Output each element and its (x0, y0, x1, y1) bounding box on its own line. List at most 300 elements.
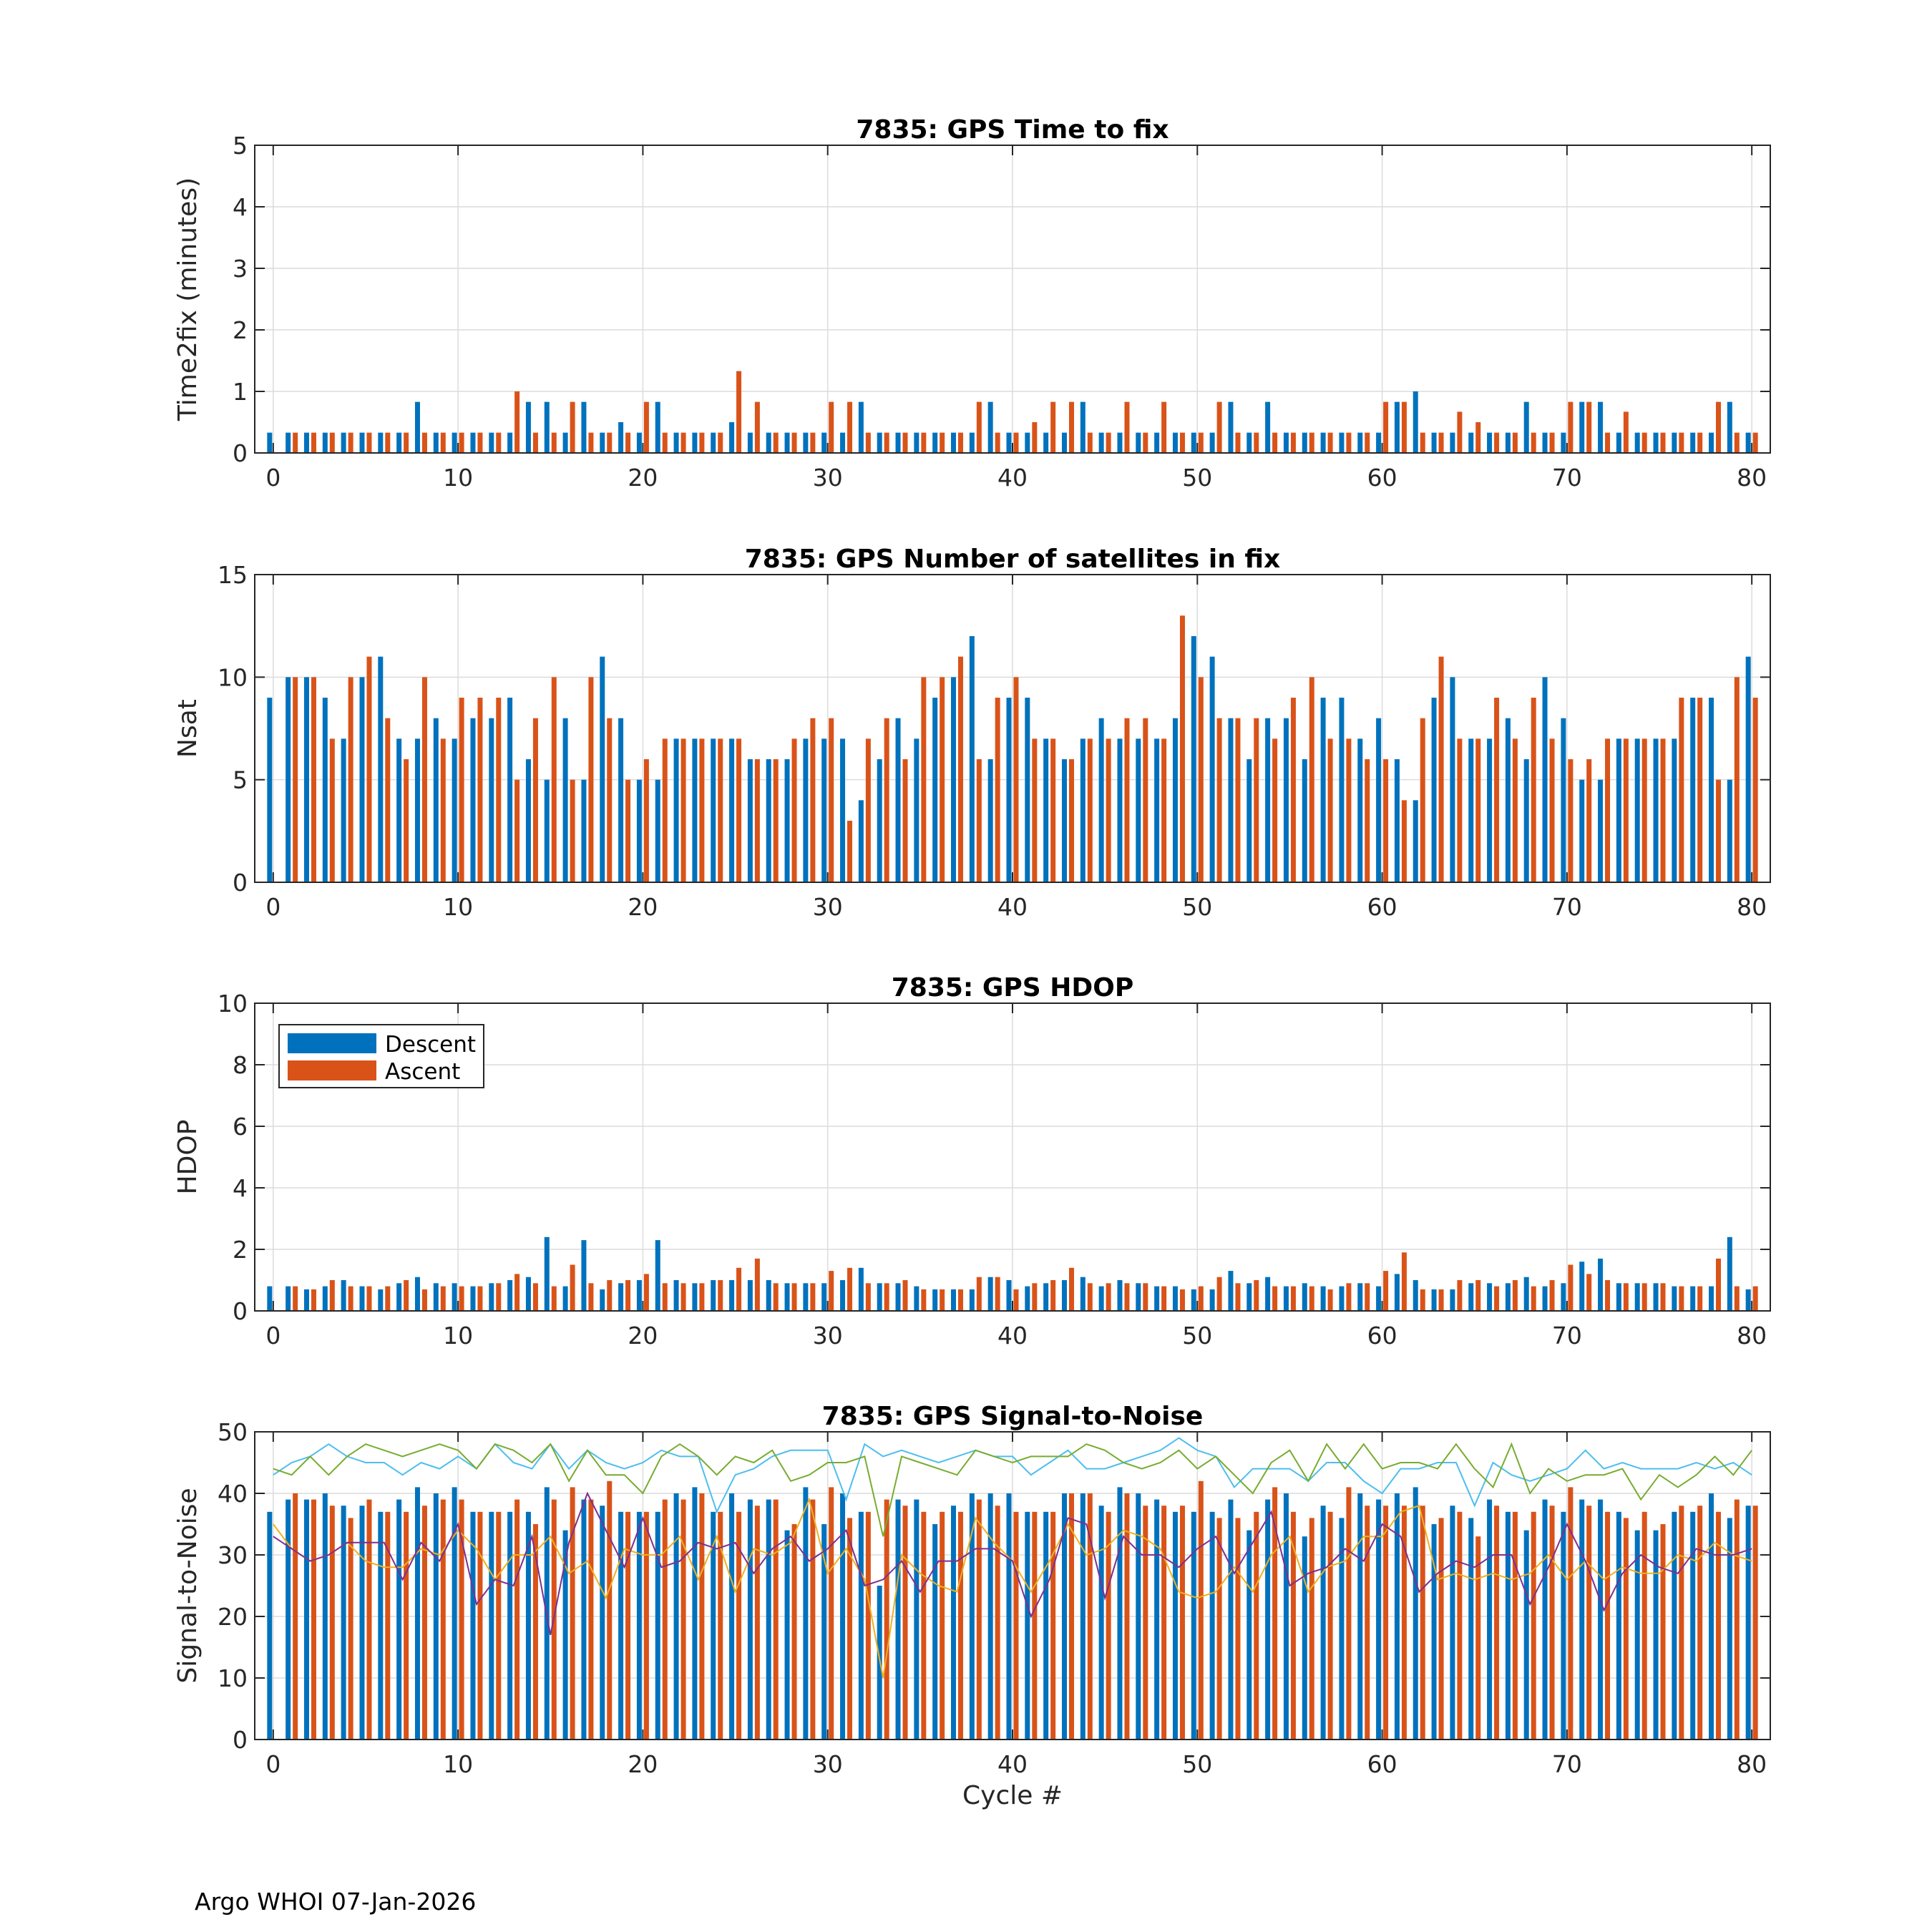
ascent-bar (1624, 411, 1629, 453)
descent-bar (674, 738, 679, 882)
descent-bar (396, 738, 401, 882)
ascent-bar (940, 433, 945, 453)
descent-bar (378, 1289, 383, 1311)
descent-bar (1339, 433, 1344, 453)
ascent-bar (1032, 1512, 1037, 1740)
ascent-bar (736, 371, 741, 453)
ascent-bar (1531, 698, 1536, 882)
descent-bar (1672, 433, 1677, 453)
ascent-bar (1180, 615, 1185, 882)
descent-bar (1487, 433, 1492, 453)
ascent-bar (958, 1289, 963, 1311)
ascent-bar (829, 718, 834, 882)
descent-bar (1302, 1283, 1307, 1311)
ascent-bar (1697, 1506, 1702, 1740)
descent-bar (674, 1280, 679, 1311)
x-tick-label: 10 (443, 464, 474, 492)
ascent-bar (496, 433, 501, 453)
descent-bar (1154, 1287, 1159, 1311)
descent-bar (563, 433, 568, 453)
descent-bar (970, 433, 975, 453)
descent-bar (563, 1287, 568, 1311)
descent-bar (1376, 433, 1381, 453)
x-tick-label: 60 (1367, 464, 1397, 492)
descent-bar (434, 1283, 439, 1311)
descent-bar (489, 718, 494, 882)
descent-bar (932, 1289, 937, 1311)
ascent-bar (496, 1512, 501, 1740)
descent-bar (1395, 759, 1400, 882)
ascent-bar (1679, 698, 1684, 882)
descent-bar (1265, 1277, 1270, 1311)
descent-bar (840, 738, 845, 882)
ascent-bar (477, 1512, 482, 1740)
descent-bar (1450, 1289, 1455, 1311)
descent-bar (1543, 433, 1548, 453)
ascent-bar (1642, 1283, 1647, 1311)
ascent-bar (921, 1512, 926, 1740)
ascent-bar (1309, 1518, 1314, 1740)
ascent-bar (1642, 1512, 1647, 1740)
ascent-bar (1106, 738, 1111, 882)
descent-bar (507, 698, 512, 882)
descent-bar (1228, 718, 1233, 882)
descent-bar (1191, 433, 1196, 453)
ascent-bar (1568, 1265, 1573, 1312)
ascent-bar (792, 1524, 797, 1740)
y-tick-label: 50 (218, 1418, 248, 1446)
x-tick-label: 20 (628, 893, 658, 921)
descent-bar (1284, 1493, 1289, 1740)
ascent-bar (1383, 1506, 1388, 1740)
x-tick-label: 30 (812, 464, 843, 492)
chart-title: 7835: GPS HDOP (891, 973, 1134, 1002)
ascent-bar (459, 433, 464, 453)
descent-bar (1246, 1283, 1252, 1311)
ascent-bar (1254, 718, 1259, 882)
ascent-bar (792, 738, 797, 882)
ascent-bar (1439, 433, 1444, 453)
descent-bar (729, 738, 734, 882)
ascent-bar (1383, 402, 1388, 453)
ascent-bar (1735, 1500, 1740, 1740)
descent-bar (988, 759, 993, 882)
descent-bar (1709, 1287, 1714, 1311)
descent-bar (785, 759, 790, 882)
descent-bar (415, 738, 420, 882)
ascent-bar (699, 1493, 704, 1740)
ascent-bar (1235, 433, 1240, 453)
ascent-bar (1513, 738, 1518, 882)
descent-bar (1210, 1512, 1215, 1740)
descent-bar (914, 1287, 919, 1311)
descent-bar (600, 433, 605, 453)
ascent-bar (1716, 402, 1721, 453)
descent-bar (1099, 718, 1104, 882)
ascent-bar (1217, 402, 1222, 453)
x-tick-label: 80 (1737, 1322, 1767, 1350)
descent-bar (1579, 1500, 1584, 1740)
ascent-bar (330, 1506, 335, 1740)
ascent-bar (1309, 677, 1314, 882)
ascent-bar (774, 1500, 779, 1740)
ascent-bar (847, 821, 852, 882)
descent-bar (951, 1289, 956, 1311)
ascent-bar (1032, 422, 1037, 453)
ascent-bar (1143, 718, 1148, 882)
descent-bar (1246, 759, 1252, 882)
ascent-bar (588, 677, 593, 882)
ascent-bar (921, 433, 926, 453)
ascent-bar (570, 1487, 575, 1740)
x-tick-label: 60 (1367, 1322, 1397, 1350)
descent-bar (1228, 1500, 1233, 1740)
ascent-bar (884, 1500, 889, 1740)
descent-bar (1468, 738, 1473, 882)
ascent-bar (366, 1500, 371, 1740)
ascent-bar (810, 1500, 815, 1740)
descent-bar (304, 1289, 309, 1311)
descent-bar (1228, 402, 1233, 453)
descent-bar (1616, 738, 1621, 882)
descent-bar (674, 433, 679, 453)
descent-bar (323, 698, 328, 882)
ascent-bar (1106, 433, 1111, 453)
ascent-bar (514, 780, 519, 882)
descent-bar (1468, 1283, 1473, 1311)
descent-bar (1543, 677, 1548, 882)
ascent-bar (1199, 1287, 1204, 1311)
descent-bar (1432, 1289, 1437, 1311)
ascent-bar (1199, 1481, 1204, 1740)
descent-bar (452, 1487, 457, 1740)
ascent-bar (903, 759, 908, 882)
descent-bar (1672, 1512, 1677, 1740)
descent-bar (1413, 1487, 1418, 1740)
ascent-bar (588, 1500, 593, 1740)
descent-bar (877, 759, 882, 882)
ascent-bar (699, 738, 704, 882)
descent-bar (545, 1237, 550, 1311)
x-tick-label: 0 (265, 1322, 281, 1350)
descent-bar (526, 759, 531, 882)
descent-bar (896, 433, 901, 453)
ascent-bar (533, 433, 538, 453)
descent-bar (840, 1493, 845, 1740)
descent-bar (840, 433, 845, 453)
y-axis-label: Signal-to-Noise (173, 1488, 203, 1684)
descent-bar (267, 433, 272, 453)
ascent-bar (348, 1518, 353, 1740)
ascent-bar (607, 718, 612, 882)
ascent-bar (1550, 738, 1555, 882)
ascent-bar (477, 1287, 482, 1311)
ascent-bar (1328, 433, 1333, 453)
ascent-bar (1014, 1512, 1019, 1740)
descent-bar (1506, 718, 1511, 882)
descent-bar (1598, 1500, 1603, 1740)
x-tick-label: 10 (443, 1750, 474, 1778)
legend (279, 1025, 484, 1088)
descent-bar (1468, 433, 1473, 453)
ascent-bar (1402, 800, 1407, 882)
x-axis-label: Cycle # (962, 1781, 1063, 1810)
x-tick-label: 10 (443, 1322, 474, 1350)
descent-bar (396, 433, 401, 453)
ascent-bar (1088, 433, 1093, 453)
y-tick-label: 0 (233, 1726, 248, 1754)
descent-bar (378, 1512, 383, 1740)
ascent-bar (1420, 433, 1425, 453)
descent-bar (545, 780, 550, 882)
ascent-bar (311, 1289, 316, 1311)
ascent-bar (810, 433, 815, 453)
x-tick-label: 50 (1182, 1750, 1213, 1778)
descent-bar (1616, 1512, 1621, 1740)
ascent-bar (1161, 1506, 1166, 1740)
descent-bar (452, 738, 457, 882)
ascent-bar (977, 1277, 982, 1311)
x-tick-label: 30 (812, 893, 843, 921)
ascent-bar (1716, 780, 1721, 882)
descent-bar (785, 1531, 790, 1740)
descent-bar (1117, 738, 1122, 882)
descent-bar (1154, 433, 1159, 453)
ascent-bar (644, 1512, 649, 1740)
descent-bar (896, 1283, 901, 1311)
ascent-bar (866, 738, 871, 882)
ascent-bar (1272, 1287, 1277, 1311)
descent-bar (304, 1500, 309, 1740)
ascent-bar (1568, 1487, 1573, 1740)
ascent-bar (736, 738, 741, 882)
ascent-bar (1291, 1287, 1296, 1311)
x-tick-label: 50 (1182, 1322, 1213, 1350)
ascent-bar (1235, 1283, 1240, 1311)
ascent-bar (644, 759, 649, 882)
ascent-bar (958, 433, 963, 453)
ascent-bar (311, 433, 316, 453)
ascent-bar (588, 433, 593, 453)
descent-bar (766, 433, 771, 453)
ascent-bar (366, 433, 371, 453)
ascent-bar (1494, 1506, 1499, 1740)
legend-label-ascent: Ascent (385, 1059, 461, 1085)
descent-bar (692, 738, 697, 882)
ascent-bar (1679, 433, 1684, 453)
descent-bar (489, 433, 494, 453)
ascent-bar (995, 1277, 1000, 1311)
ascent-bar (1586, 1274, 1591, 1311)
descent-bar (766, 1280, 771, 1311)
descent-bar (1321, 433, 1326, 453)
descent-bar (711, 738, 716, 882)
ascent-bar (1161, 402, 1166, 453)
descent-bar (1007, 433, 1012, 453)
descent-bar (1727, 780, 1732, 882)
descent-bar (1487, 1500, 1492, 1740)
ascent-bar (1624, 1518, 1629, 1740)
descent-bar (1043, 1512, 1048, 1740)
descent-bar (1709, 698, 1714, 882)
ascent-bar (1439, 1289, 1444, 1311)
descent-bar (932, 698, 937, 882)
descent-bar (1284, 718, 1289, 882)
descent-bar (951, 433, 956, 453)
descent-bar (1117, 1280, 1122, 1311)
descent-bar (415, 402, 420, 453)
ascent-bar (663, 1500, 668, 1740)
footer-text: Argo WHOI 07-Jan-2026 (195, 1888, 477, 1916)
ascent-bar (496, 698, 501, 882)
descent-bar (304, 433, 309, 453)
ascent-bar (1753, 433, 1758, 453)
descent-bar (470, 433, 475, 453)
ascent-bar (1605, 1512, 1610, 1740)
ascent-bar (293, 677, 298, 882)
descent-bar (545, 402, 550, 453)
descent-bar (951, 1506, 956, 1740)
ascent-bar (940, 1289, 945, 1311)
descent-bar (489, 1512, 494, 1740)
ascent-bar (348, 433, 353, 453)
descent-bar (729, 422, 734, 453)
ascent-bar (1346, 1283, 1351, 1311)
ascent-bar (1550, 1506, 1555, 1740)
descent-bar (1136, 433, 1141, 453)
descent-bar (785, 1283, 790, 1311)
descent-bar (1709, 1493, 1714, 1740)
y-tick-label: 5 (233, 766, 248, 794)
x-tick-label: 20 (628, 464, 658, 492)
descent-bar (1210, 657, 1215, 882)
descent-bar (692, 1487, 697, 1740)
ascent-bar (884, 433, 889, 453)
ascent-bar (1420, 1506, 1425, 1740)
x-tick-label: 70 (1551, 1750, 1582, 1778)
ascent-bar (1032, 738, 1037, 882)
ascent-bar (736, 1268, 741, 1311)
y-axis-label: Nsat (173, 699, 203, 758)
descent-bar (470, 718, 475, 882)
descent-bar (1654, 738, 1659, 882)
descent-bar (434, 718, 439, 882)
descent-bar (655, 1240, 660, 1311)
descent-bar (748, 433, 753, 453)
chart-1 (173, 115, 1770, 492)
descent-bar (359, 1506, 364, 1740)
descent-bar (1357, 1283, 1362, 1311)
descent-bar (951, 677, 956, 882)
descent-bar (655, 1512, 660, 1740)
ascent-bar (1661, 433, 1666, 453)
descent-bar (341, 1506, 346, 1740)
descent-bar (1450, 1506, 1455, 1740)
ascent-bar (1050, 402, 1055, 453)
chart-2 (173, 545, 1770, 921)
x-tick-label: 40 (997, 893, 1028, 921)
ascent-bar (903, 433, 908, 453)
descent-bar (600, 1506, 605, 1740)
descent-bar (1302, 1536, 1307, 1740)
descent-bar (1727, 402, 1732, 453)
ascent-bar (404, 1280, 409, 1311)
ascent-bar (644, 1274, 649, 1311)
descent-bar (1080, 402, 1085, 453)
ascent-bar (1513, 1512, 1518, 1740)
ascent-bar (385, 433, 390, 453)
descent-bar (434, 433, 439, 453)
ascent-bar (1014, 1289, 1019, 1311)
descent-bar (1210, 433, 1215, 453)
descent-bar (1173, 718, 1178, 882)
ascent-bar (1513, 1280, 1518, 1311)
ascent-bar (1069, 402, 1074, 453)
ascent-bar (755, 402, 760, 453)
descent-bar (803, 433, 808, 453)
descent-bar (1191, 636, 1196, 882)
descent-bar (1357, 738, 1362, 882)
chart-title: 7835: GPS Signal-to-Noise (821, 1402, 1204, 1431)
descent-bar (1635, 1283, 1640, 1311)
ascent-bar (1217, 1277, 1222, 1311)
ascent-bar (1328, 738, 1333, 882)
x-tick-label: 40 (997, 1750, 1028, 1778)
y-tick-label: 15 (218, 561, 248, 589)
descent-bar (637, 1280, 642, 1311)
descent-bar (1579, 780, 1584, 882)
ascent-bar (1383, 1271, 1388, 1311)
ascent-bar (921, 677, 926, 882)
ascent-bar (866, 1283, 871, 1311)
descent-bar (1506, 1512, 1511, 1740)
ascent-bar (1254, 1280, 1259, 1311)
y-tick-label: 6 (233, 1113, 248, 1141)
descent-bar (1191, 1289, 1196, 1311)
descent-bar (618, 1512, 623, 1740)
ascent-bar (422, 433, 427, 453)
descent-bar (378, 657, 383, 882)
descent-bar (1062, 759, 1067, 882)
descent-bar (1654, 1283, 1659, 1311)
ascent-bar (681, 1500, 686, 1740)
ascent-bar (903, 1506, 908, 1740)
ascent-bar (1624, 1283, 1629, 1311)
y-tick-label: 4 (233, 1174, 248, 1202)
descent-bar (729, 1493, 734, 1740)
descent-bar (692, 433, 697, 453)
ascent-bar (792, 1283, 797, 1311)
ascent-bar (1457, 1512, 1462, 1740)
ascent-bar (1531, 433, 1536, 453)
descent-bar (785, 433, 790, 453)
ascent-bar (422, 677, 427, 882)
ascent-bar (1235, 718, 1240, 882)
descent-bar (1635, 433, 1640, 453)
ascent-bar (1735, 1287, 1740, 1311)
ascent-bar (1272, 433, 1277, 453)
descent-bar (1654, 433, 1659, 453)
ascent-bar (1383, 759, 1388, 882)
ascent-bar (718, 433, 723, 453)
ascent-bar (699, 433, 704, 453)
y-tick-label: 8 (233, 1051, 248, 1079)
descent-bar (840, 1280, 845, 1311)
ascent-bar (1586, 759, 1591, 882)
descent-bar (1654, 1531, 1659, 1740)
descent-bar (1450, 433, 1455, 453)
descent-bar (267, 698, 272, 882)
